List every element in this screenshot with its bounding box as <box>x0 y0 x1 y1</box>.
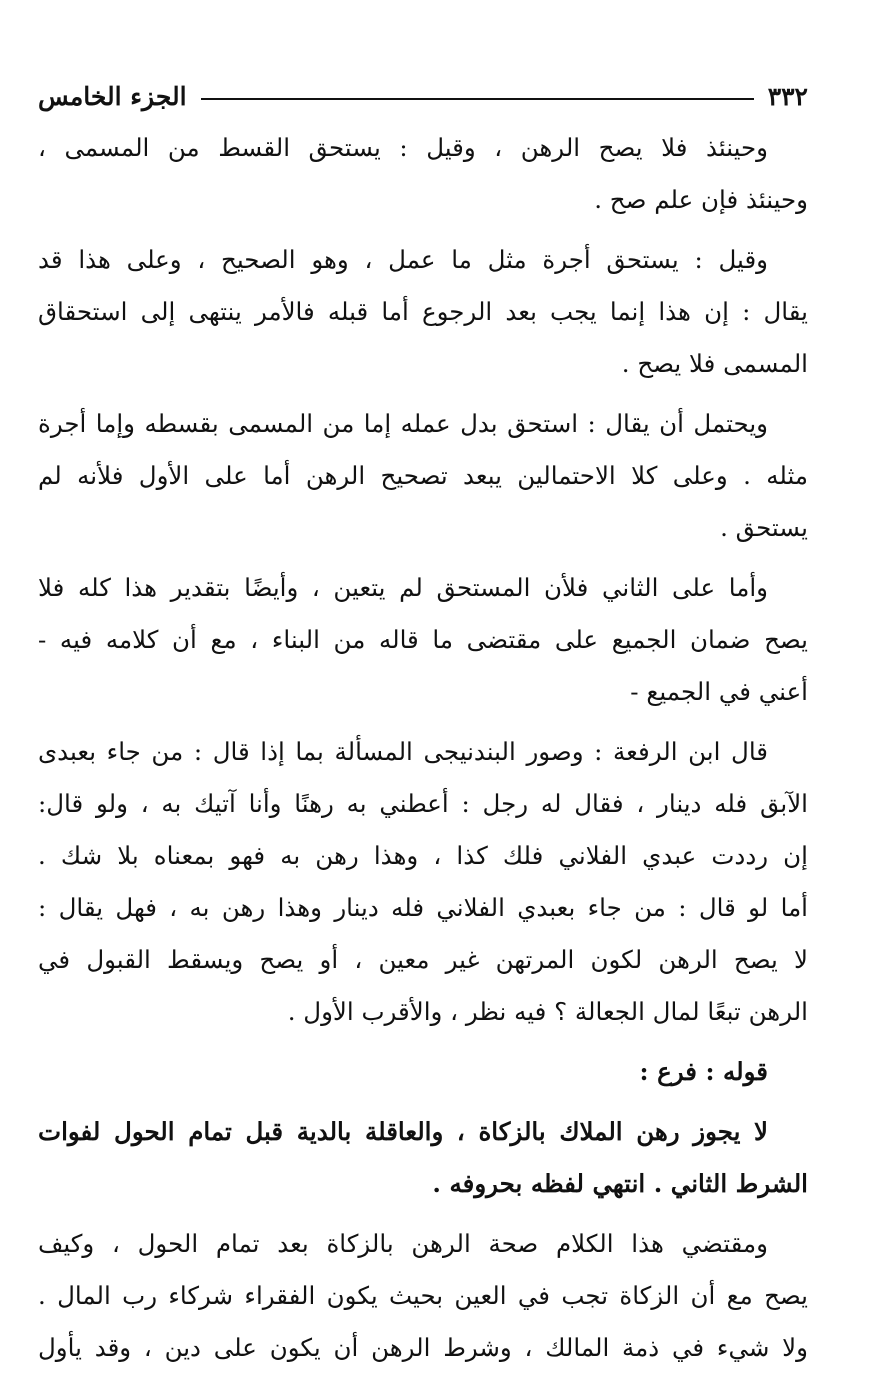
text-line: لا يصح الرهن لكون المرتهن غير معين ، أو يصح ويسقط القبول في <box>38 945 808 974</box>
text-line: إن رددت عبدي الفلاني فلك كذا ، وهذا رهن به فهو بمعناه بلا شك . <box>38 841 808 870</box>
text-line: أما لو قال : من جاء بعبدي الفلاني فله دينار وهذا رهن به ، فهل يقال : <box>38 893 808 922</box>
paragraph-1 <box>38 122 808 226</box>
text-line: أعني في الجميع - <box>630 677 808 706</box>
page-header <box>38 70 808 122</box>
text-line: ولا شيء في ذمة المالك ، وشرط الرهن أن يكون على دين ، وقد يأول <box>38 1333 808 1362</box>
paragraph-5 <box>38 726 808 1038</box>
text-line: الرهن تبعًا لمال الجعالة ؟ فيه نظر ، والأقرب الأول . <box>287 997 808 1026</box>
text-line: قال ابن الرفعة : وصور البندنيجى المسألة بما إذا قال : من جاء بعبدى <box>38 737 768 766</box>
text-line: يصح ضمان الجميع على مقتضى ما قاله من البناء ، مع أن كلامه فيه - <box>38 625 808 654</box>
text-line: يقال : إن هذا إنما يجب بعد الرجوع أما قبله فالأمر ينتهى إلى استحقاق <box>38 297 808 326</box>
text-line: وحينئذ فإن علم صح . <box>594 185 808 214</box>
paragraph-4 <box>38 562 808 718</box>
text-line: وأما على الثاني فلأن المستحق لم يتعين ، وأيضًا بتقدير هذا كله فلا <box>38 573 768 602</box>
running-title: الجزء الخامس <box>38 81 187 111</box>
header-rule <box>201 98 754 100</box>
text-line: وحينئذ فلا يصح الرهن ، وقيل : يستحق القسط من المسمى ، <box>38 133 768 162</box>
text-line: يصح مع أن الزكاة تجب في العين بحيث يكون الفقراء شركاء رب المال . <box>38 1281 808 1310</box>
page-number: ٣٣٢ <box>767 81 808 111</box>
text-line: المسمى فلا يصح . <box>621 349 808 378</box>
text-line: يستحق . <box>720 513 808 542</box>
book-page <box>38 70 808 1382</box>
text-line: الآبق فله دينار ، فقال له رجل : أعطني به رهنًا وأنا آتيك به ، ولو قال: <box>38 789 808 818</box>
text-line: ومقتضي هذا الكلام صحة الرهن بالزكاة بعد تمام الحول ، وكيف <box>38 1229 768 1258</box>
text-line: وقيل : يستحق أجرة مثل ما عمل ، وهو الصحيح ، وعلى هذا قد <box>38 245 768 274</box>
paragraph-2 <box>38 234 808 390</box>
paragraph-3 <box>38 398 808 554</box>
quoted-rule <box>38 1106 808 1210</box>
text-line: الشرط الثاني . انتهي لفظه بحروفه . <box>432 1169 808 1198</box>
text-line: مثله . وعلى كلا الاحتمالين يبعد تصحيح الرهن أما على الأول فلأنه لم <box>38 461 808 490</box>
section-heading: قوله : فرع : <box>639 1057 768 1086</box>
section-heading-block <box>38 1046 808 1098</box>
closing-paragraph <box>38 1218 808 1374</box>
text-line: لا يجوز رهن الملاك بالزكاة ، والعاقلة بالدية قبل تمام الحول لفوات <box>38 1117 768 1146</box>
text-line: ويحتمل أن يقال : استحق بدل عمله إما من المسمى بقسطه وإما أجرة <box>38 409 768 438</box>
